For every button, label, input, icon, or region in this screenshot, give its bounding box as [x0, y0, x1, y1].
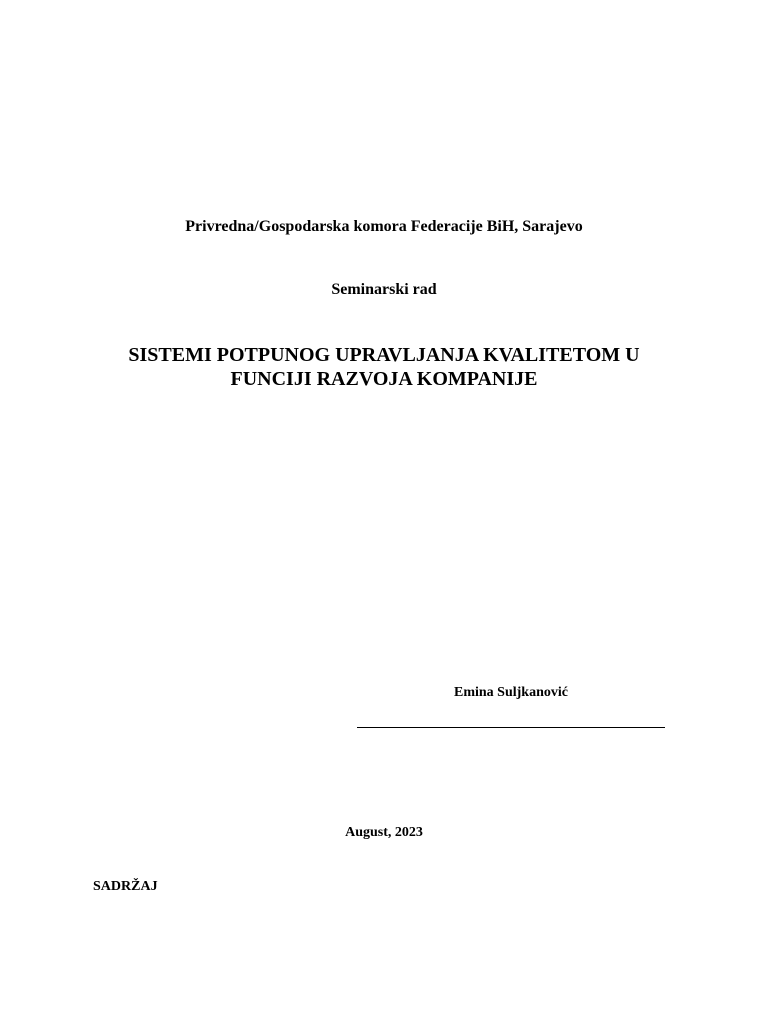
title-line-2: FUNCIJI RAZVOJA KOMPANIJE — [230, 368, 538, 390]
document-title — [0, 343, 768, 391]
document-date: August, 2023 — [345, 825, 423, 840]
signature-line — [357, 727, 665, 728]
author-name: Emina Suljkanović — [454, 685, 568, 700]
document-type: Seminarski rad — [331, 281, 437, 298]
title-line-1: SISTEMI POTPUNOG UPRAVLJANJA KVALITETOM U — [128, 344, 640, 366]
table-of-contents-heading: SADRŽAJ — [93, 879, 158, 894]
institution-name: Privredna/Gospodarska komora Federacije BiH, Sarajevo — [185, 218, 583, 235]
